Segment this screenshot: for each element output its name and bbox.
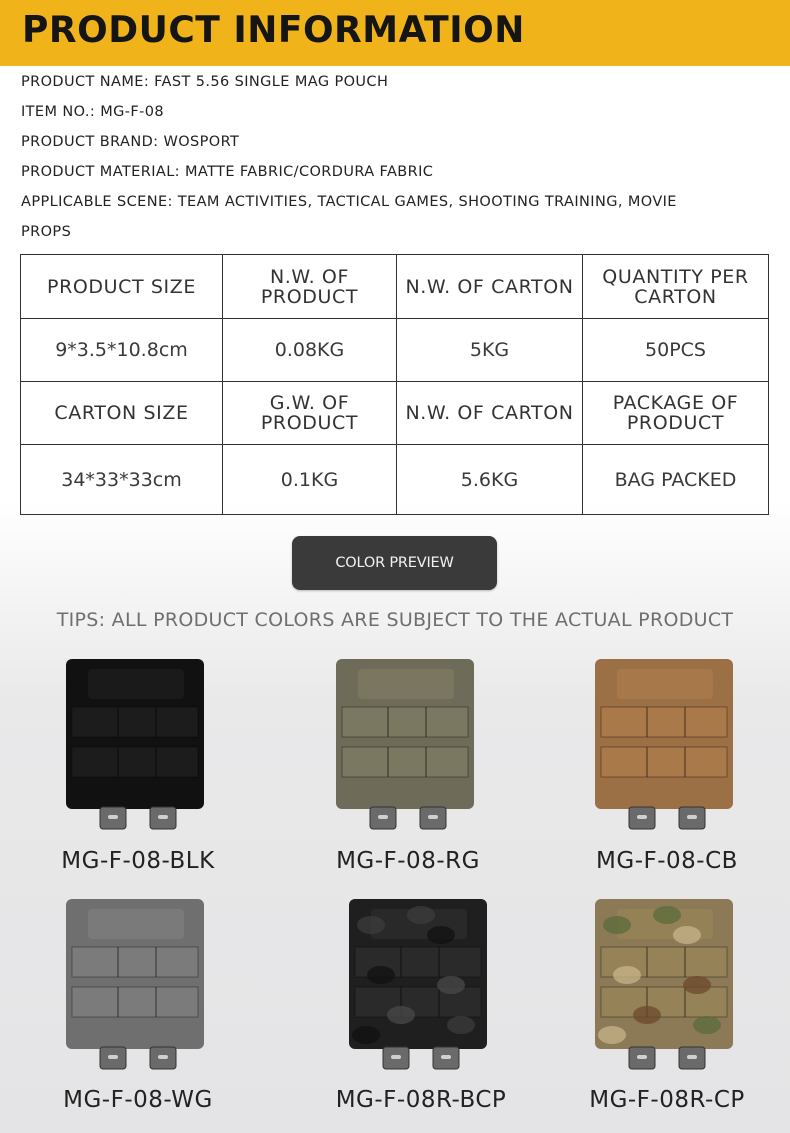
table-header-cell: PACKAGE OF PRODUCT xyxy=(583,382,769,445)
pouch-strap xyxy=(72,947,198,977)
pouch-strap xyxy=(601,707,727,737)
table-header-cell: G.W. OF PRODUCT xyxy=(223,382,397,445)
color-preview-button[interactable]: COLOR PREVIEW xyxy=(292,536,497,590)
camo-spot xyxy=(352,1026,380,1044)
spec-table xyxy=(20,254,769,515)
info-scene: APPLICABLE SCENE: TEAM ACTIVITIES, TACTICAL GAMES, SHOOTING TRAINING, MOVIE xyxy=(21,194,677,210)
product-label: MG-F-08-RG xyxy=(336,848,480,874)
product-card-rg[interactable] xyxy=(298,655,518,885)
table-header-cell: QUANTITY PER CARTON xyxy=(583,255,769,319)
clip-slot xyxy=(158,1055,168,1059)
product-info-list xyxy=(21,67,761,247)
pouch-strap xyxy=(342,707,468,737)
table-cell: 50PCS xyxy=(583,319,769,382)
table-row xyxy=(21,445,769,515)
camo-spot xyxy=(693,1016,721,1034)
pouch-image xyxy=(58,655,218,835)
info-scene-cont: PROPS xyxy=(21,224,72,240)
camo-spot xyxy=(407,906,435,924)
camo-spot xyxy=(673,926,701,944)
product-label: MG-F-08R-BCP xyxy=(335,1087,507,1113)
table-cell: 0.1KG xyxy=(223,445,397,515)
info-item-no: ITEM NO.: MG-F-08 xyxy=(21,104,164,120)
camo-spot xyxy=(683,976,711,994)
tips-text: TIPS: ALL PRODUCT COLORS ARE SUBJECT TO THE ACTUAL PRODUCT xyxy=(56,609,734,631)
info-material: PRODUCT MATERIAL: MATTE FABRIC/CORDURA FABRIC xyxy=(21,164,434,180)
pouch-image xyxy=(587,895,747,1075)
clip-slot xyxy=(428,815,438,819)
header-banner xyxy=(0,0,790,66)
camo-spot xyxy=(653,906,681,924)
table-header-cell: CARTON SIZE xyxy=(21,382,223,445)
camo-spot xyxy=(357,916,385,934)
camo-spot xyxy=(367,966,395,984)
clip-slot xyxy=(391,1055,401,1059)
product-card-bcp[interactable] xyxy=(311,895,531,1125)
clip-slot xyxy=(687,815,697,819)
pouch-flap xyxy=(617,669,713,699)
pouch-strap xyxy=(601,747,727,777)
info-product-name: PRODUCT NAME: FAST 5.56 SINGLE MAG POUCH xyxy=(21,74,389,90)
table-cell: 5KG xyxy=(397,319,583,382)
pouch-image xyxy=(587,655,747,835)
camo-spot xyxy=(427,926,455,944)
pouch-strap xyxy=(72,747,198,777)
pouch-strap xyxy=(72,987,198,1017)
clip-slot xyxy=(687,1055,697,1059)
table-header-cell: N.W. OF CARTON xyxy=(397,255,583,319)
product-card-wg[interactable] xyxy=(28,895,248,1125)
product-label: MG-F-08-CB xyxy=(596,848,738,874)
info-brand: PRODUCT BRAND: WOSPORT xyxy=(21,134,240,150)
pouch-image xyxy=(328,655,488,835)
camo-spot xyxy=(387,1006,415,1024)
pouch-strap xyxy=(342,747,468,777)
product-card-cp[interactable] xyxy=(557,895,777,1125)
pouch-flap xyxy=(88,909,184,939)
table-header-cell: N.W. OF PRODUCT xyxy=(223,255,397,319)
clip-slot xyxy=(108,1055,118,1059)
camo-spot xyxy=(598,1026,626,1044)
camo-spot xyxy=(437,976,465,994)
camo-spot xyxy=(447,1016,475,1034)
table-header-cell: N.W. OF CARTON xyxy=(397,382,583,445)
clip-slot xyxy=(441,1055,451,1059)
table-cell: 34*33*33cm xyxy=(21,445,223,515)
pouch-image xyxy=(341,895,501,1075)
page-title: PRODUCT INFORMATION xyxy=(22,9,525,52)
camo-spot xyxy=(613,966,641,984)
table-row xyxy=(21,319,769,382)
clip-slot xyxy=(637,815,647,819)
table-row xyxy=(21,255,769,319)
pouch-strap xyxy=(601,987,727,1017)
pouch-flap xyxy=(88,669,184,699)
pouch-image xyxy=(58,895,218,1075)
clip-slot xyxy=(637,1055,647,1059)
table-cell: BAG PACKED xyxy=(583,445,769,515)
clip-slot xyxy=(158,815,168,819)
product-card-cb[interactable] xyxy=(557,655,777,885)
product-label: MG-F-08-BLK xyxy=(61,848,215,874)
pouch-flap xyxy=(358,669,454,699)
table-cell: 5.6KG xyxy=(397,445,583,515)
table-header-cell: PRODUCT SIZE xyxy=(21,255,223,319)
pouch-strap xyxy=(72,707,198,737)
table-row xyxy=(21,382,769,445)
camo-spot xyxy=(633,1006,661,1024)
product-card-blk[interactable] xyxy=(28,655,248,885)
pouch-strap xyxy=(355,987,481,1017)
table-cell: 0.08KG xyxy=(223,319,397,382)
product-label: MG-F-08R-CP xyxy=(589,1087,745,1113)
camo-spot xyxy=(603,916,631,934)
clip-slot xyxy=(378,815,388,819)
table-cell: 9*3.5*10.8cm xyxy=(21,319,223,382)
clip-slot xyxy=(108,815,118,819)
product-label: MG-F-08-WG xyxy=(63,1087,213,1113)
